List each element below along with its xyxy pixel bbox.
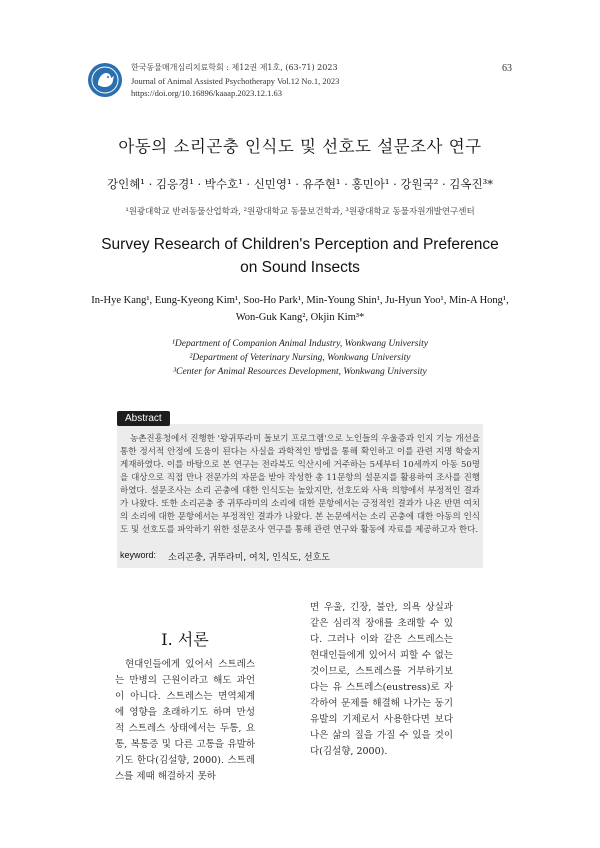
authors-english: In-Hye Kang¹, Eung-Kyeong Kim¹, Soo-Ho Park¹, Min-Young Shin¹, Ju-Hyun Yoo¹, Min-A Hong¹, Won-Guk Kang², Okjin Kim³* xyxy=(91,295,509,323)
affiliation-3: ³Center for Animal Resources Development, Wonkwang University xyxy=(173,367,427,377)
affiliations-korean: ¹원광대학교 반려동물산업학과, ²원광대학교 동물보건학과, ³원광대학교 동물자원개발연구센터 xyxy=(125,207,475,217)
affiliation-2: ²Department of Veterinary Nursing, Wonkwang University xyxy=(189,353,411,363)
abstract-text: 농촌진흥청에서 진행한 '왕귀뚜라미 돌보기 프로그램'으로 노인들의 우울증과 인지 기능 개선을 통한 정서적 안정에 도움이 된다는 사실을 과학적인 방법을 통해 확인하고 이를 관련 지명 학술지 게재하였다. 이를 바탕으로 본 연구는 전라북도 익산시에 거주하는 5세부터 10세까지 아동 50명을 대상으로 직접 만나 전문가의 자문을 받아 작성한 총 11문항의 설문지를 활용하여 조사를 진행하였다. 설문조사는 소리 곤충에 대한 인식도는 높았지만, 선호도와 사육 의향에서 부정적인 결과가 나왔다. 또한 소리곤충 중 귀뚜라미의 소리에 대한 문항에서는 긍정적인 결과가 나온 반면 여치의 소리에 대한 문항에서는 부정적인 결과가 나왔다. 본 논문에서는 소리 곤충에 대한 아동의 인식도 및 선호도를 파악하기 위한 설문조사 연구를 통해 관련 연구와 활동에 자료를 제공하고자 한다. xyxy=(120,434,480,535)
keyword-label: keyword: xyxy=(120,550,157,560)
keywords: 소리곤충, 귀뚜라미, 여치, 인식도, 선호도 xyxy=(168,553,330,563)
affiliation-1: ¹Department of Companion Animal Industry, Wonkwang University xyxy=(172,339,428,349)
abstract-label: Abstract xyxy=(117,411,170,426)
society-logo xyxy=(87,62,123,98)
body-text-left-column: 현대인들에게 있어서 스트레스는 만병의 근원이라고 해도 과언이 아니다. 스트레스는 면역체계에 영향을 초래하기도 하며 만성적 스트레스 상태에서는 두통, 요통, 복통증 및 다른 고통을 유발하기도 한다(김설향, 2000). 스트레스를 제때 해결하지 못하 xyxy=(115,659,255,782)
title-korean: 아동의 소리곤충 인식도 및 선호도 설문조사 연구 xyxy=(118,137,482,156)
doi-link[interactable]: https://doi.org/10.16896/kaaap.2023.12.1.63 xyxy=(131,88,282,98)
affiliations-english xyxy=(0,337,600,379)
journal-name-korean: 한국동물매개심리치료학회 : 제12권 제1호, (63-71) 2023 xyxy=(131,63,338,72)
section-heading-introduction: Ⅰ. 서론 xyxy=(161,630,209,649)
title-english: Survey Research of Children's Perception and Preference on Sound Insects xyxy=(101,236,499,276)
authors-korean: 강인혜¹ · 김응경¹ · 박수호¹ · 신민영¹ · 유주현¹ · 홍민아¹ · 강원국² · 김옥진³* xyxy=(106,177,493,191)
body-text-right-column: 면 우울, 긴장, 불안, 의욕 상실과 같은 심리적 장애를 초래할 수 있다. 그러나 이와 같은 스트레스는 현대인들에게 있어서 피할 수 없는 것이므로, 스트레스를 거부하기보다는 유 스트레스(eustress)로 자각하여 문제를 해결해 나가는 동기유발의 기제로서 사용한다면 보다 나은 삶의 질을 가질 수 있을 것이다(김설향, 2000). xyxy=(310,602,453,757)
page-number: 63 xyxy=(502,63,512,74)
journal-name-english: Journal of Animal Assisted Psychotherapy Vol.12 No.1, 2023 xyxy=(131,76,340,86)
